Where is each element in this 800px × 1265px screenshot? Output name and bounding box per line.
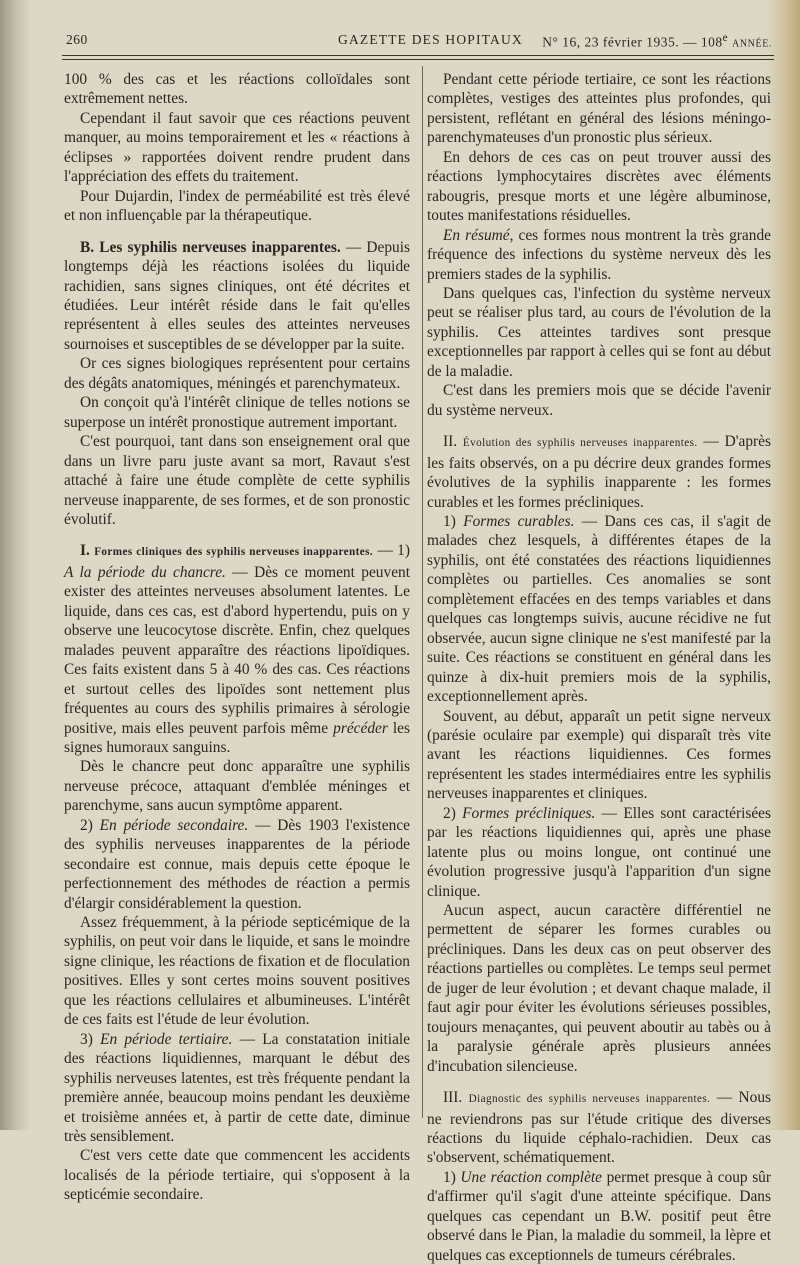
section-1-paragraph	[64, 541, 410, 757]
section-2-paragraph	[427, 432, 771, 512]
issue-year-word: ANNÉE.	[732, 38, 772, 50]
paragraph: On conçoit qu'à l'intérêt clinique de telles notions se superpose un intérêt pronostique autrement important.	[64, 394, 410, 431]
paragraph: En dehors de ces cas on peut trouver aussi des réactions lymphocytaires discrètes avec éléments rabougris, presque morts et une légère albuminose, toutes manifestations résiduelles.	[427, 148, 771, 225]
subsection-number: 2)	[443, 804, 463, 822]
subsection-paragraph	[427, 512, 771, 707]
page-number: 260	[66, 32, 88, 47]
paragraph: Dans quelques cas, l'infection du système nerveux peut se réaliser plus tard, au cours de l'évolution de la syphilis. Ces atteintes tardives sont presque exceptionnelles par rapport à celles qui se font au début de la maladie.	[427, 284, 771, 380]
subsection-title: Formes précliniques.	[462, 804, 596, 822]
section-b-text: — Depuis longtemps déjà les réactions isolées du liquide rachidien, sans signes cliniques, ont été décrites et étudiées. Leur intérêt réside dans le fait qu'elles représentent à elles seules des atteintes nerveuses sournoises et susceptibles de se développer par la suite.	[64, 238, 410, 353]
paragraph: 100 % des cas et les réactions colloïdales sont extrêmement nettes.	[64, 71, 410, 108]
issue-date: N° 16, 23 février 1935. — 108	[542, 34, 723, 50]
section-3-heading: Diagnostic des syphilis nerveuses inapparentes.	[468, 1093, 711, 1106]
header-rule-thick	[62, 55, 774, 56]
subsection-text: — Dès 1903 l'existence des syphilis nerveuses inapparentes de la période secondaire est connue, mais depuis cette époque le perfectionnement des méthodes de réaction a permis d'élargir considérablement la question.	[64, 816, 410, 912]
section-number: II.	[443, 433, 463, 451]
left-column	[64, 70, 410, 1205]
paragraph: Aucun aspect, aucun caractère différentiel ne permettent de séparer les formes curables ou précliniques. Dans les deux cas on peut observer des réactions partielles ou complètes. Le temps seul permet de juger de leur évolution ; et devant chaque malade, il faut agir pour éviter les évolutions sérieuses possibles, toujours menaçantes, qui peuvent aboutir au tabès ou à la paralysie générale après plusieurs années d'incubation silencieuse.	[427, 902, 771, 1075]
subsection-title: A la période du chancre.	[64, 563, 226, 581]
page-edge-shadow-right	[766, 0, 800, 1130]
subsection-text: — La constatation initiale des réactions liquidiennes, marquant le début des syphilis nerveuses latentes, est très fréquente pendant la première année, beaucoup moins pendant les deuxième et troisième années et, à partir de cette date, diminue très sensiblement.	[64, 1030, 411, 1146]
section-3-paragraph	[427, 1088, 771, 1168]
paragraph: Cependant il faut savoir que ces réactions peuvent manquer, au moins temporairement et les « réactions à éclipses » rapportées doivent rendre prudent dans l'appréciation des effets du traitement.	[64, 109, 410, 186]
subsection-title: Une réaction complète	[460, 1168, 603, 1186]
summary-paragraph	[427, 226, 771, 284]
summary-text: , ces formes nous montrent la très grande fréquence des infections du système nerveux dès les premiers stades de la syphilis.	[427, 226, 771, 283]
subsection-number: 1)	[443, 1168, 461, 1186]
paragraph: C'est vers cette date que commencent les accidents localisés de la période tertiaire, qui s'opposent à la septicémie secondaire.	[64, 1147, 410, 1204]
section-number: III.	[443, 1089, 469, 1107]
subsection-paragraph	[64, 816, 410, 913]
subsection-paragraph	[427, 1168, 771, 1265]
section-b-paragraph	[64, 238, 410, 355]
subsection-number: 3)	[80, 1030, 101, 1048]
paragraph: Pendant cette période tertiaire, ce sont les réactions complètes, vestiges des atteintes plus profondes, qui persistent, reflétant en général des lésions méningo-parenchymateuses d'un pronostic plus sérieux.	[427, 71, 771, 147]
subsection-paragraph	[64, 1030, 410, 1147]
emphasis: précéder	[333, 719, 388, 737]
subsection-text: — Dans ces cas, il s'agit de malades chez lesquels, à différentes étapes de la syphilis, ont été constatées des réactions liquidiennes complètes ou partielles. Ces anomalies se sont complètement effacées en des temps variables et dans quelques cas longtemps suivis, aucune récidive ne fut observée, aucun signe clinique ne s'est manifesté par la suite. Ces réactions se constituent en général dans les quinze à dix-huit premiers mois de la syphilis, exceptionnellement après.	[427, 512, 771, 706]
paragraph: C'est dans les premiers mois que se décide l'avenir du système nerveux.	[427, 382, 771, 419]
paragraph: Assez fréquemment, à la période septicémique de la syphilis, on peut voir dans le liquide, et sans le moindre signe clinique, les réactions de fixation et de floculation positives. Elles y sont certes moins souvent positives que les réactions cellulaires et albumineuses. L'intérêt de ces faits est l'étude de leur évolution.	[64, 914, 410, 1029]
section-3-text: — Nous ne reviendrons pas sur l'étude critique des diverses réactions du liquide céphalo-rachidien. Deux cas s'observent, schématiquement.	[427, 1089, 771, 1167]
issue-line	[542, 32, 772, 51]
subsection-number: 2)	[80, 816, 100, 834]
subsection-title: En période secondaire.	[99, 816, 249, 834]
section-b-heading: B. Les syphilis nerveuses inapparentes.	[80, 238, 341, 256]
paragraph: C'est pourquoi, tant dans son enseignement oral que dans un livre paru juste avant sa mort, Ravaut s'est attaché à faire une étude complète de cette syphilis nerveuse inapparente, de ses formes, et de son pronostic évolutif.	[64, 433, 410, 528]
header-rule-thin	[62, 59, 774, 60]
section-1-text-end: les signes humoraux sanguins.	[64, 719, 410, 756]
journal-title: GAZETTE DES HOPITAUX	[338, 32, 523, 47]
subsection-text: permet presque à coup sûr d'affirmer qu'il s'agit d'une atteinte spécifique. Dans quelques cas cependant un B.W. positif peut être observé dans le Pian, la maladie du sommeil, la lèpre et quelques cas exceptionnels de tumeurs cérébrales.	[427, 1168, 771, 1264]
paragraph: Souvent, au début, apparaît un petit signe nerveux (parésie oculaire par exemple) qui disparaît très vite avant les réactions liquidiennes. Ces formes représentent les stades intermédiaires entre les syphilis nerveuses inapparentes et cliniques.	[427, 707, 771, 803]
section-1-heading: Formes cliniques des syphilis nerveuses inapparentes.	[94, 546, 374, 559]
subsection-paragraph	[427, 804, 771, 901]
section-number: I.	[80, 542, 95, 560]
issue-superscript: e	[722, 32, 729, 44]
running-head	[66, 30, 772, 52]
subsection-title: En période tertiaire.	[100, 1030, 233, 1048]
column-divider	[422, 66, 423, 1118]
section-2-text: — D'après les faits observés, on a pu décrire deux grandes formes évolutives de la syphilis inapparente : les formes curables et les formes précliniques.	[427, 433, 771, 511]
subsection-text: — Elles sont caractérisées par les réactions liquidiennes qui, après une phase latente plus ou moins longue, ont continué une évolution progressive jusqu'à l'apparition d'un signe clinique.	[427, 804, 771, 900]
section-1-dash: — 1)	[373, 542, 410, 560]
paragraph: Or ces signes biologiques représentent pour certains des dégâts anatomiques, méningés et parenchymateux.	[64, 355, 410, 392]
page-edge-shadow-left	[0, 0, 30, 1130]
section-1-text: — Dès ce moment peuvent exister des atteintes nerveuses absolument latentes. Le liquide, dans ces cas, est d'abord hypertendu, puis on y observe une leucocytose discrète. Enfin, chez quelques malades peuvent apparaître des réactions lipoïdiques. Ces faits existent dans 5 à 40 % des cas. Ces réactions et surtout celles des lipoïdes sont nettement plus fréquentes au cours des syphilis primaires à sérologie positive, mais elles peuvent parfois même	[64, 563, 411, 737]
right-column	[427, 70, 771, 1265]
subsection-number: 1)	[443, 512, 464, 530]
section-2-heading: Évolution des syphilis nerveuses inapparentes.	[462, 437, 698, 450]
subsection-title: Formes curables.	[463, 512, 575, 530]
emphasis: En résumé	[443, 226, 510, 244]
paragraph: Dès le chancre peut donc apparaître une syphilis nerveuse précoce, attaquant d'emblée méninges et parenchyme, sans aucun symptôme apparent.	[64, 758, 410, 815]
paragraph: Pour Dujardin, l'index de perméabilité est très élevé et non influençable par la thérapeutique.	[64, 187, 410, 225]
